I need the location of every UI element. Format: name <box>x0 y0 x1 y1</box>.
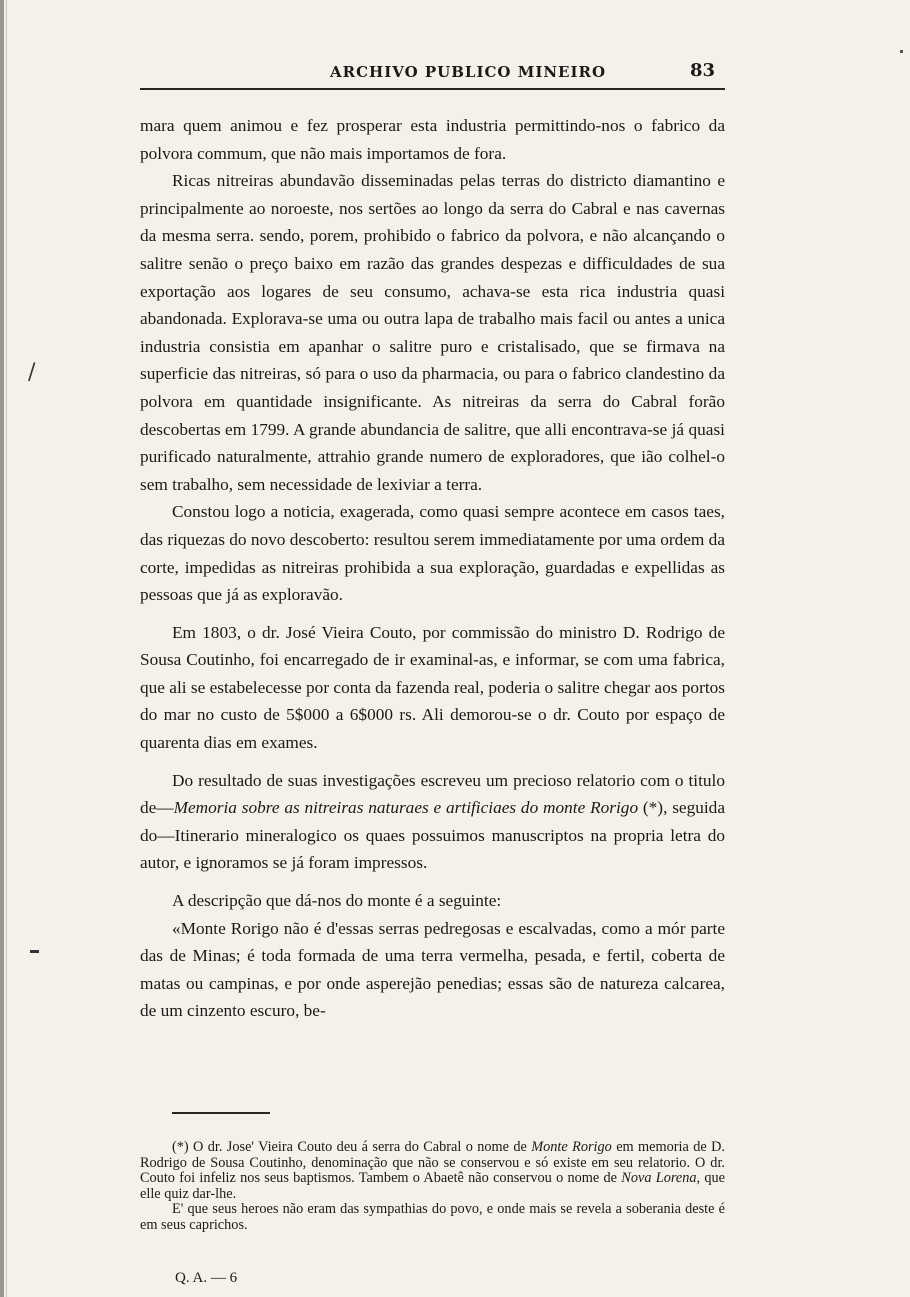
paragraph-1: mara quem animou e fez prosperar esta industria permittindo-nos o fabrico da polvora commum, que não mais importamos de fora. <box>140 116 725 163</box>
paragraph-3: Constou logo a noticia, exagerada, como quasi sempre acontece em casos taes, das riquezas do novo descoberto: resultou serem immediatamente por uma ordem da corte, impedidas as nitreiras prohibida a sua exploração, guardadas e expellidas as pessoas que já as exploravão. <box>140 502 725 605</box>
paragraph-4: Em 1803, o dr. José Vieira Couto, por commissão do ministro D. Rodrigo de Sousa Coutinho, foi encarregado de ir examinal-as, e informar, se com uma fabrica, que ali se estabelecesse por conta da fazenda real, poderia o salitre chegar aos portos do mar no custo de 5$000 a 6$000 rs. Ali demorou-se o dr. Couto por espaço de quarenta dias em exames. <box>140 622 725 753</box>
footnote-1-middle: em memoria de D. Rodrigo de Sousa Coutinho, denominação que não se conservou e só existe em seu relatorio. O dr. Couto foi infeliz nos seus baptismos. Tambem o Abaetê não conservou o nome de <box>140 1139 725 1187</box>
margin-dash <box>30 950 39 953</box>
footnote-2: E' que seus heroes não eram das sympathias do povo, e onde mais se revela a soberania deste é em seus caprichos. <box>140 1201 725 1233</box>
paragraph-7: «Monte Rorigo não é d'essas serras pedregosas e escalvadas, como a mór parte das de Minas; é toda formada de uma terra vermelha, pesada, e fertil, coberta de matas ou campinas, e por onde asperejão penedias; essas são de natureza calcarea, de um cinzento escuro, be- <box>140 918 725 1021</box>
paragraph-6: A descripção que dá-nos do monte é a seguinte: <box>172 891 502 911</box>
header-title: ARCHIVO PUBLICO MINEIRO <box>330 63 607 81</box>
signature-mark: Q. A. — 6 <box>175 1270 238 1286</box>
memoria-title: Memoria sobre as nitreiras naturaes e artificiaes do monte Rorigo <box>173 798 639 818</box>
paragraph-5 <box>140 767 725 877</box>
footnote-rule <box>172 1112 270 1114</box>
main-text <box>140 112 725 1025</box>
page-edge-shadow <box>0 0 4 1297</box>
footnote-1-italic-1: Monte Rorigo <box>531 1139 612 1155</box>
footnote-1 <box>140 1140 725 1202</box>
footnotes <box>140 1140 725 1234</box>
footnote-1-text: (*) O dr. Jose' Vieira Couto deu á serra do Cabral o nome de <box>172 1139 532 1155</box>
page-edge-line <box>6 0 7 1297</box>
paragraph-5-rest: (*), seguida do—Itinerario mineralogico os quaes possuimos manuscriptos na propria letra do autor, e ignoramos se já foram impressos. <box>140 798 725 873</box>
footnote-1-end: , que elle quiz dar-lhe. <box>140 1170 725 1202</box>
running-header <box>140 58 725 90</box>
paragraph-5-text: Do resultado de suas investigações escreveu um precioso relatorio com o titulo de— <box>140 770 725 818</box>
margin-mark: / <box>28 360 36 385</box>
speck <box>900 50 903 53</box>
page-number: 83 <box>689 60 715 81</box>
paragraph-2: Ricas nitreiras abundavão disseminadas pelas terras do districto diamantino e principalmente ao noroeste, nos sertões ao longo da serra do Cabral e nas cavernas da mesma serra. sendo, porem, prohibido o fabrico da polvora, e não alcançando o salitre senão o preço baixo em razão das grandes despezas e difficuldades de sua exportação aos logares de seu consumo, achava-se esta rica industria quasi abandonada. Explorava-se uma ou outra lapa de trabalho mais facil ou antes a unica industria consistia em apanhar o salitre puro e cristalisado, que se firmava na superficie das nitreiras, só para o uso da pharmacia, ou para o fabrico clandestino da polvora em quantidade insignificante. As nitreiras da serra do Cabral forão descobertas em 1799. A grande abundancia de salitre, que alli encontrava-se já quasi purificado naturalmente, attrahio grande numero de exploradores, que ião colhel-o sem trabalho, sem necessidade de lexiviar a terra. <box>140 171 725 494</box>
footnote-1-italic-2: Nova Lorena <box>621 1170 697 1187</box>
